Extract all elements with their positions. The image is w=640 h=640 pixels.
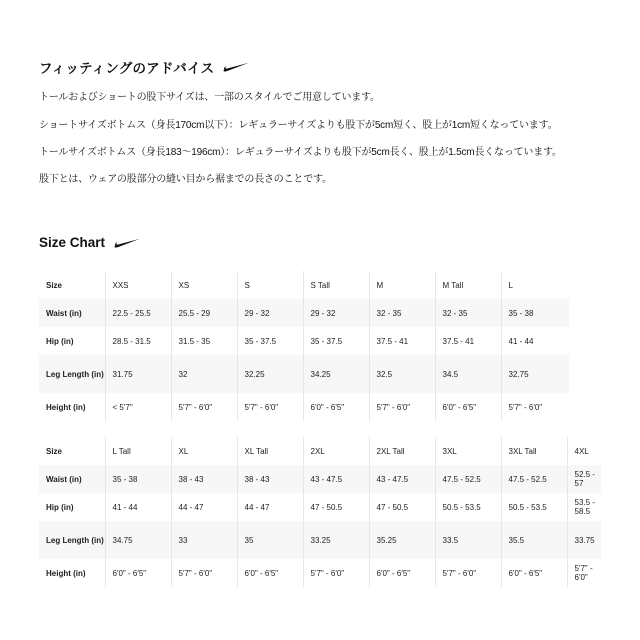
row-label: Leg Length (in) — [39, 355, 105, 393]
size-header: XXS — [105, 271, 171, 299]
table-cell: 35 - 37.5 — [237, 327, 303, 355]
table-cell: 32.25 — [237, 355, 303, 393]
table-cell: 35 - 38 — [501, 299, 569, 327]
table-cell: 6'0" - 6'5" — [369, 559, 435, 587]
size-header: S — [237, 271, 303, 299]
table-cell: 35.5 — [501, 521, 567, 559]
table-cell: 33 — [171, 521, 237, 559]
table-cell: 43 - 47.5 — [369, 465, 435, 493]
row-label: Hip (in) — [46, 502, 74, 512]
table-cell: 32.5 — [369, 355, 435, 393]
size-header: XL Tall — [237, 437, 303, 465]
table-cell: 5'7" - 6'0" — [369, 393, 435, 421]
table-cell: 6'0" - 6'5" — [501, 559, 567, 587]
table-cell: 41 - 44 — [501, 327, 569, 355]
table-cell: 5'7" - 6'0" — [501, 393, 569, 421]
table-cell: 5'7" - 6'0" — [567, 559, 601, 587]
table-cell: 35 - 37.5 — [303, 327, 369, 355]
table-cell: 6'0" - 6'5" — [435, 393, 501, 421]
fitting-title — [39, 57, 248, 77]
table-cell: 32 - 35 — [369, 299, 435, 327]
table-cell: 38 - 43 — [171, 465, 237, 493]
table-cell: 47.5 - 52.5 — [435, 465, 501, 493]
table-cell: 32.75 — [501, 355, 569, 393]
table-cell: 33.75 — [567, 521, 601, 559]
swoosh-icon — [113, 238, 139, 248]
table-cell: 35.25 — [369, 521, 435, 559]
row-label: Size — [46, 280, 63, 290]
fitting-paragraph: ショートサイズボトムス（身長170cm以下）：レギュラーサイズよりも股下が5cm短く、股上が1cm短くなっています。 — [39, 120, 558, 131]
size-header: 2XL — [303, 437, 369, 465]
table-cell: 5'7" - 6'0" — [171, 393, 237, 421]
table-cell: 5'7" - 6'0" — [303, 559, 369, 587]
table-cell: 47.5 - 52.5 — [501, 465, 567, 493]
fitting-paragraph: トールおよびショートの股下サイズは、一部のスタイルでご用意しています。 — [39, 92, 380, 103]
row-label: Height (in) — [46, 402, 86, 412]
size-header: L Tall — [105, 437, 171, 465]
table-cell: 47 - 50.5 — [303, 493, 369, 521]
fitting-paragraph: トールサイズボトムス（身長183～196cm）：レギュラーサイズよりも股下が5cm長く、股上が1.5cm長くなっています。 — [39, 147, 562, 158]
size-chart-title-text: Size Chart — [39, 235, 106, 250]
table-cell: 35 - 38 — [105, 465, 171, 493]
table-cell: 37.5 - 41 — [369, 327, 435, 355]
table-cell: < 5'7" — [105, 393, 171, 421]
table-cell: 31.75 — [105, 355, 171, 393]
table-cell: 22.5 - 25.5 — [105, 299, 171, 327]
size-header: M — [369, 271, 435, 299]
size-header: 2XL Tall — [369, 437, 435, 465]
table-cell: 5'7" - 6'0" — [237, 393, 303, 421]
table-cell: 43 - 47.5 — [303, 465, 369, 493]
table-cell: 6'0" - 6'5" — [237, 559, 303, 587]
table-cell: 50.5 - 53.5 — [501, 493, 567, 521]
size-table — [39, 437, 601, 587]
table-cell: 29 - 32 — [303, 299, 369, 327]
table-cell: 35 — [237, 521, 303, 559]
table-cell: 32 - 35 — [435, 299, 501, 327]
table-cell: 50.5 - 53.5 — [435, 493, 501, 521]
size-header: XS — [171, 271, 237, 299]
table-cell: 28.5 - 31.5 — [105, 327, 171, 355]
table-cell: 47 - 50.5 — [369, 493, 435, 521]
swoosh-icon — [222, 62, 248, 72]
size-header: M Tall — [435, 271, 501, 299]
table-cell: 32 — [171, 355, 237, 393]
size-table — [39, 271, 569, 421]
table-cell: 44 - 47 — [171, 493, 237, 521]
row-label: Leg Length (in) — [39, 521, 105, 559]
size-header: L — [501, 271, 569, 299]
table-cell: 34.75 — [105, 521, 171, 559]
fitting-paragraph: 股下とは、ウェアの股部分の縫い目から裾までの長さのことです。 — [39, 174, 332, 185]
size-header: 3XL Tall — [501, 437, 567, 465]
size-chart-title — [39, 235, 139, 250]
table-cell: 44 - 47 — [237, 493, 303, 521]
table-cell: 33.25 — [303, 521, 369, 559]
table-cell: 52.5 - 57 — [567, 465, 601, 493]
size-header: 4XL — [567, 437, 601, 465]
size-header: 3XL — [435, 437, 501, 465]
table-cell: 6'0" - 6'5" — [303, 393, 369, 421]
table-cell: 29 - 32 — [237, 299, 303, 327]
row-label: Waist (in) — [39, 299, 105, 327]
table-cell: 53.5 - 58.5 — [567, 493, 601, 521]
table-cell: 5'7" - 6'0" — [435, 559, 501, 587]
table-cell: 34.25 — [303, 355, 369, 393]
table-cell: 6'0" - 6'5" — [105, 559, 171, 587]
table-cell: 25.5 - 29 — [171, 299, 237, 327]
table-cell: 41 - 44 — [105, 493, 171, 521]
table-cell: 37.5 - 41 — [435, 327, 501, 355]
table-cell: 33.5 — [435, 521, 501, 559]
table-cell: 31.5 - 35 — [171, 327, 237, 355]
row-label: Hip (in) — [46, 336, 74, 346]
fitting-title-text: フィッティングのアドバイス — [39, 61, 215, 76]
size-header: S Tall — [303, 271, 369, 299]
row-label: Waist (in) — [39, 465, 105, 493]
table-cell: 5'7" - 6'0" — [171, 559, 237, 587]
row-label: Height (in) — [46, 568, 86, 578]
size-header: XL — [171, 437, 237, 465]
table-cell: 34.5 — [435, 355, 501, 393]
table-cell: 38 - 43 — [237, 465, 303, 493]
row-label: Size — [46, 446, 63, 456]
